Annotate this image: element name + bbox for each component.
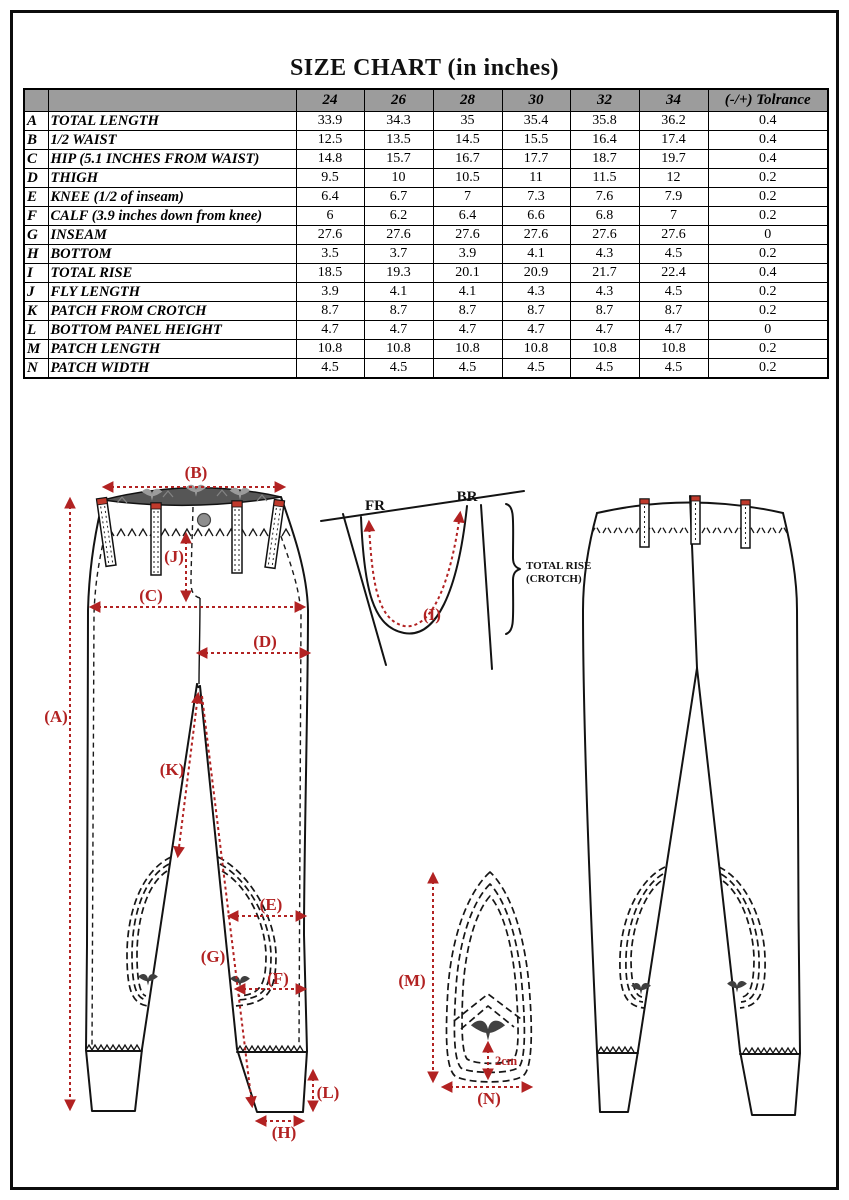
belt-loop [97,498,116,567]
knee-patch-detail [398,872,531,1108]
cell-value: 27.6 [433,226,502,245]
cell-value: 27.6 [296,226,364,245]
belt-loop [640,499,649,547]
row-key: G [24,226,48,245]
cell-value: 4.5 [639,359,708,379]
cell-value: 4.3 [502,283,570,302]
cell-value: 7 [433,188,502,207]
cell-value: 8.7 [502,302,570,321]
dim-label-k: (K) [159,760,185,779]
cell-value: 17.7 [502,150,570,169]
cell-value: 4.7 [639,321,708,340]
dim-label-d: (D) [253,632,277,651]
cell-tolerance: 0.2 [708,359,828,379]
cell-value: 22.4 [639,264,708,283]
row-key: F [24,207,48,226]
dim-label-g: (G) [200,947,226,966]
cell-value: 18.7 [570,150,639,169]
row-label: PATCH LENGTH [48,340,296,359]
cell-value: 11 [502,169,570,188]
cell-value: 10.8 [433,340,502,359]
cell-value: 10.5 [433,169,502,188]
cell-value: 18.5 [296,264,364,283]
cell-value: 4.5 [570,359,639,379]
waist-zigzag-stitch [106,529,290,536]
row-key: H [24,245,48,264]
row-key: D [24,169,48,188]
cell-value: 35 [433,112,502,131]
row-key: I [24,264,48,283]
cell-value: 6.6 [502,207,570,226]
cell-value: 8.7 [570,302,639,321]
dim-label-c: (C) [139,586,163,605]
row-label: KNEE (1/2 of inseam) [48,188,296,207]
cell-value: 36.2 [639,112,708,131]
cell-value: 7.3 [502,188,570,207]
cell-value: 8.7 [639,302,708,321]
cell-value: 3.5 [296,245,364,264]
dim-label-a: (A) [44,707,68,726]
cell-value: 8.7 [433,302,502,321]
cell-tolerance: 0.2 [708,207,828,226]
cell-value: 13.5 [364,131,433,150]
cell-tolerance: 0.2 [708,340,828,359]
row-label: CALF (3.9 inches down from knee) [48,207,296,226]
belt-loop [232,501,242,573]
row-label: TOTAL LENGTH [48,112,296,131]
crotch-caption: (CROTCH) [526,573,582,585]
cell-value: 3.9 [433,245,502,264]
cell-value: 6.2 [364,207,433,226]
cell-tolerance: 0.2 [708,245,828,264]
belt-loop [151,503,161,575]
cell-value: 6 [296,207,364,226]
cell-tolerance: 0.4 [708,112,828,131]
cell-value: 6.8 [570,207,639,226]
cell-value: 10.8 [364,340,433,359]
cell-tolerance: 0.4 [708,150,828,169]
cell-value: 16.4 [570,131,639,150]
cell-value: 3.7 [364,245,433,264]
cell-value: 10 [364,169,433,188]
row-key: B [24,131,48,150]
patch-logo [471,1021,505,1041]
cell-value: 20.1 [433,264,502,283]
cell-value: 8.7 [364,302,433,321]
cell-value: 20.9 [502,264,570,283]
crotch-detail-view [321,489,591,669]
row-key: J [24,283,48,302]
dim-label-m: (M) [398,971,426,990]
cell-value: 19.3 [364,264,433,283]
row-label: 1/2 WAIST [48,131,296,150]
dim-label-i: (I) [423,605,441,624]
cell-value: 6.4 [433,207,502,226]
cell-value: 10.8 [502,340,570,359]
cell-value: 6.4 [296,188,364,207]
size-column-header: 32 [570,89,639,112]
cell-tolerance: 0 [708,321,828,340]
front-view [86,485,308,1112]
cell-value: 19.7 [639,150,708,169]
cell-value: 27.6 [364,226,433,245]
size-column-header: 24 [296,89,364,112]
dim-label-f: (F) [267,969,289,988]
cell-tolerance: 0.2 [708,302,828,321]
row-label: INSEAM [48,226,296,245]
cell-tolerance: 0 [708,226,828,245]
cell-tolerance: 0.2 [708,169,828,188]
row-label: BOTTOM PANEL HEIGHT [48,321,296,340]
cell-tolerance: 0.4 [708,131,828,150]
cell-value: 34.3 [364,112,433,131]
cell-value: 10.8 [570,340,639,359]
cell-value: 4.5 [639,283,708,302]
total-rise-brace [506,504,520,634]
cell-value: 4.1 [433,283,502,302]
knee-patch-logo [138,974,158,986]
cell-value: 4.1 [364,283,433,302]
cell-value: 4.5 [502,359,570,379]
cell-tolerance: 0.2 [708,188,828,207]
cell-value: 10.8 [639,340,708,359]
cell-value: 9.5 [296,169,364,188]
cell-value: 35.8 [570,112,639,131]
cell-value: 7.6 [570,188,639,207]
cell-value: 4.3 [570,245,639,264]
ankle-zigzag [237,1046,303,1051]
cell-value: 7.9 [639,188,708,207]
belt-loop [741,500,750,548]
size-column-header: 30 [502,89,570,112]
row-label: HIP (5.1 INCHES FROM WAIST) [48,150,296,169]
knee-patch-logo [727,981,747,993]
row-key: K [24,302,48,321]
back-rise-label: BR [456,489,478,505]
row-label: TOTAL RISE [48,264,296,283]
back-view [583,496,800,1115]
size-column-header: 34 [639,89,708,112]
row-key: N [24,359,48,379]
cell-value: 33.9 [296,112,364,131]
row-label: FLY LENGTH [48,283,296,302]
dim-label-j: (J) [164,547,184,566]
cell-value: 10.8 [296,340,364,359]
cell-value: 4.3 [570,283,639,302]
cell-value: 15.5 [502,131,570,150]
dim-label-h: (H) [271,1123,297,1142]
dim-label-n: (N) [477,1089,501,1108]
cell-value: 35.4 [502,112,570,131]
row-key: L [24,321,48,340]
cell-value: 3.9 [296,283,364,302]
cell-value: 15.7 [364,150,433,169]
knee-patch-logo [230,976,250,988]
cell-value: 4.1 [502,245,570,264]
cell-tolerance: 0.2 [708,283,828,302]
cell-value: 4.5 [364,359,433,379]
cell-value: 17.4 [639,131,708,150]
row-label: PATCH FROM CROTCH [48,302,296,321]
cell-value: 12 [639,169,708,188]
cell-value: 4.7 [296,321,364,340]
row-key: A [24,112,48,131]
cell-value: 4.7 [364,321,433,340]
back-waist-zigzag [592,526,787,533]
row-key: M [24,340,48,359]
total-rise-caption: TOTAL RISE [526,560,592,572]
cell-value: 14.8 [296,150,364,169]
size-column-header: 26 [364,89,433,112]
dim-label-l: (L) [316,1083,340,1102]
belt-loop [691,496,700,544]
cell-value: 4.5 [433,359,502,379]
row-label: THIGH [48,169,296,188]
cell-value: 8.7 [296,302,364,321]
size-column-header: 28 [433,89,502,112]
cell-value: 7 [639,207,708,226]
row-label: BOTTOM [48,245,296,264]
waist-button [198,514,211,527]
page-title: SIZE CHART (in inches) [289,55,560,81]
row-key: E [24,188,48,207]
belt-loop [265,500,284,569]
cell-value: 4.5 [639,245,708,264]
cell-value: 4.7 [570,321,639,340]
cell-value: 12.5 [296,131,364,150]
cell-value: 21.7 [570,264,639,283]
row-key: C [24,150,48,169]
dim-label-e: (E) [259,895,283,914]
cell-value: 27.6 [502,226,570,245]
dim-label-b: (B) [184,463,208,482]
cell-value: 14.5 [433,131,502,150]
cell-value: 4.7 [502,321,570,340]
cell-value: 4.5 [296,359,364,379]
cell-value: 27.6 [639,226,708,245]
ankle-zigzag [86,1045,140,1050]
ankle-zigzag [598,1047,634,1052]
cell-value: 11.5 [570,169,639,188]
tolerance-column-header: (-/+) Tolrance [708,89,828,112]
cell-value: 4.7 [433,321,502,340]
cell-value: 6.7 [364,188,433,207]
patch-offset-label: 2cm [495,1054,518,1068]
front-rise-label: FR [365,498,385,514]
cell-tolerance: 0.4 [708,264,828,283]
ankle-zigzag [743,1048,797,1053]
row-label: PATCH WIDTH [48,359,296,379]
cell-value: 27.6 [570,226,639,245]
cell-value: 16.7 [433,150,502,169]
